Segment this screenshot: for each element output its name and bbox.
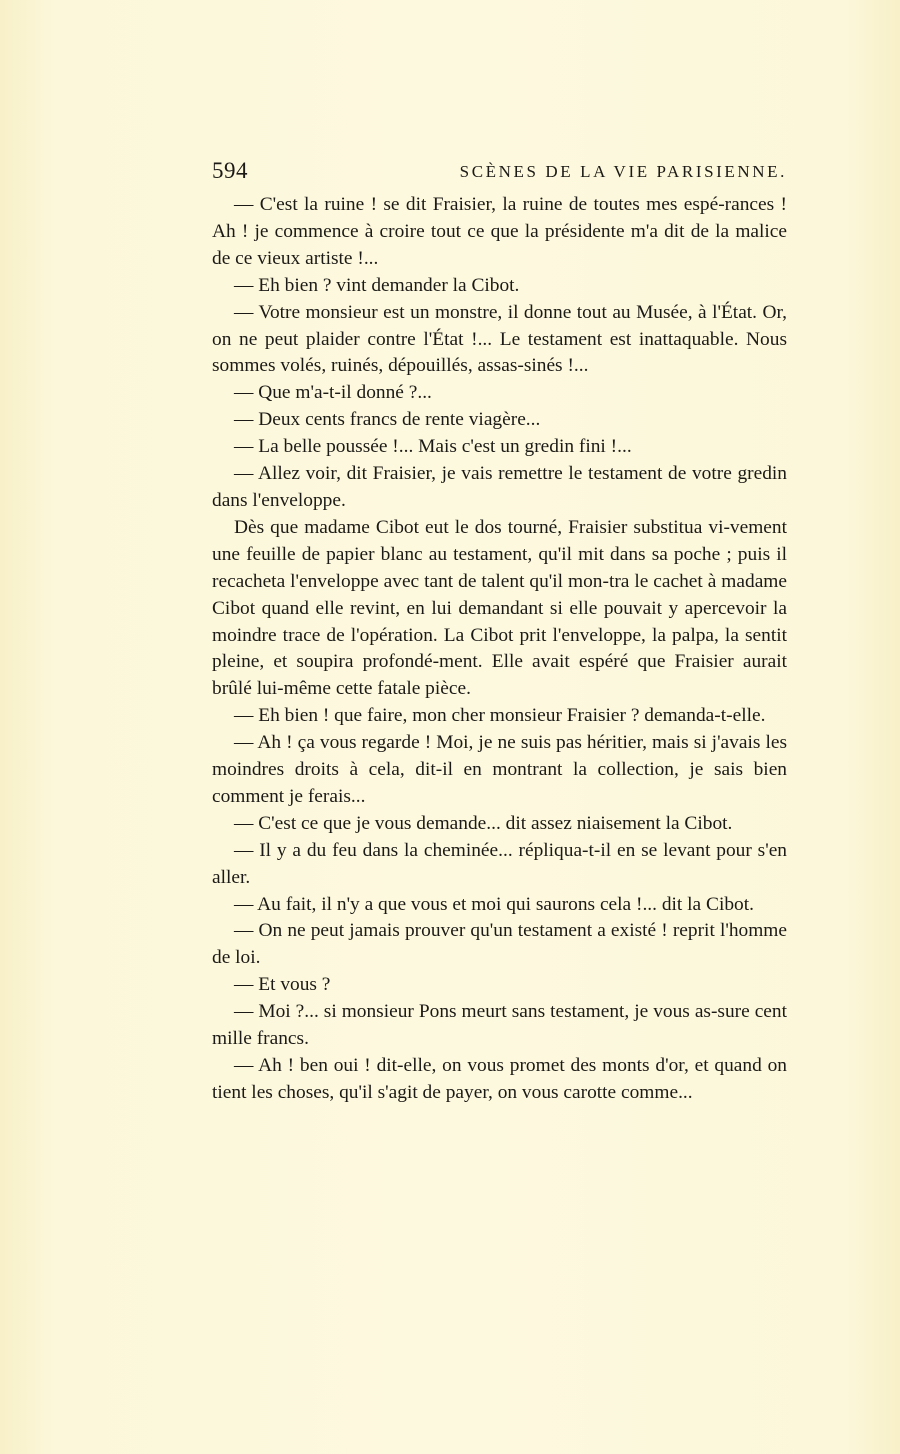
paragraph: — C'est ce que je vous demande... dit assez niaisement la Cibot. [234, 812, 733, 834]
paragraph: — Au fait, il n'y a que vous et moi qui saurons cela !... dit la Cibot. [234, 893, 754, 915]
paragraph: — C'est la ruine ! se dit Fraisier, la ruine de toutes mes espé-rances ! Ah ! je commence à croire tout ce que la présidente m'a dit de la malice de ce vieux artiste !... [212, 194, 787, 269]
page-number: 594 [212, 158, 248, 183]
paragraph: — Et vous ? [234, 974, 331, 996]
paragraph: — Eh bien ? vint demander la Cibot. [234, 274, 520, 296]
paragraph: — Allez voir, dit Fraisier, je vais remettre le testament de votre gredin dans l'enveloppe. [212, 463, 787, 511]
running-title: SCÈNES DE LA VIE PARISIENNE. [459, 162, 787, 181]
paragraph: — Que m'a-t-il donné ?... [234, 382, 432, 404]
paragraph: — Eh bien ! que faire, mon cher monsieur Fraisier ? demanda-t-elle. [234, 705, 766, 727]
paragraph: — Moi ?... si monsieur Pons meurt sans testament, je vous as-sure cent mille francs. [212, 1001, 787, 1050]
paragraph: — Votre monsieur est un monstre, il donne tout au Musée, à l'État. Or, on ne peut plaider contre l'État !... Le testament est inattaquable. Nous sommes volés, ruinés, dépouillés, assas-sinés !... [212, 301, 787, 377]
paragraph: — La belle poussée !... Mais c'est un gredin fini !... [234, 436, 632, 458]
page-header [212, 158, 787, 188]
paragraph: — Il y a du feu dans la cheminée... répliqua-t-il en se levant pour s'en aller. [212, 839, 787, 888]
paragraph: — Deux cents francs de rente viagère... [234, 409, 541, 431]
paragraph: — Ah ! ça vous regarde ! Moi, je ne suis pas héritier, mais si j'avais les moindres droits à cela, dit-il en montrant la collection, je sais bien comment je ferais... [212, 732, 787, 807]
paragraph: Dès que madame Cibot eut le dos tourné, Fraisier substitua vi-vement une feuille de papier blanc au testament, qu'il mit dans sa poche ; puis il recacheta l'enveloppe avec tant de talent qu'il mon-tra le cachet à madame Cibot quand elle revint, en lui demandant si elle pouvait y apercevoir la moindre trace de l'opération. La Cibot prit l'enveloppe, la palpa, la sentit pleine, et soupira profondé-ment. Elle avait espéré que Fraisier aurait brûlé lui-même cette fatale pièce. [212, 516, 787, 700]
paragraph: — Ah ! ben oui ! dit-elle, on vous promet des monts d'or, et quand on tient les choses, qu'il s'agit de payer, on vous carotte comme... [212, 1055, 787, 1103]
paragraph: — On ne peut jamais prouver qu'un testament a existé ! reprit l'homme de loi. [212, 920, 787, 969]
body-text [212, 192, 787, 1107]
